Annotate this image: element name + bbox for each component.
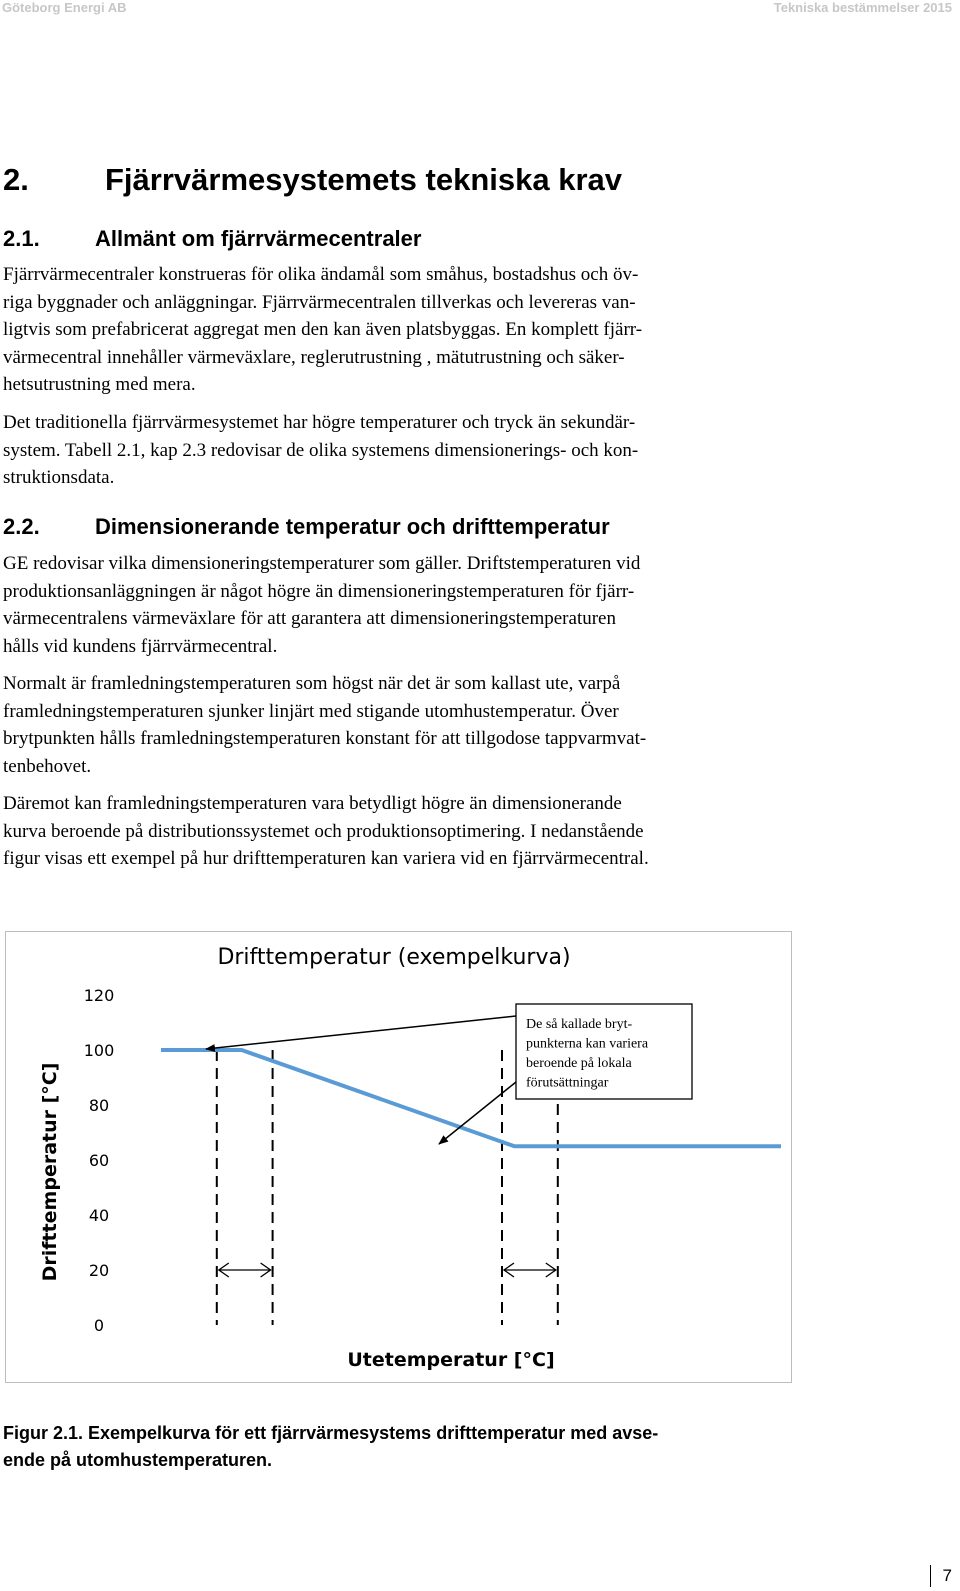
annotation-line: förutsättningar (526, 1075, 609, 1091)
page-number: 7 (930, 1565, 952, 1587)
subsection-heading-2-1 (3, 226, 421, 252)
y-tick-label: 120 (83, 986, 115, 1005)
figure-caption: Figur 2.1. Exempelkurva för ett fjärrvärmesystems drifttemperatur med avse- ende på utomhustemperaturen. (3, 1423, 659, 1470)
header-document-title: Tekniska bestämmelser 2015 (773, 0, 952, 15)
annotation-arrow (206, 1016, 516, 1049)
section-heading (3, 162, 622, 198)
subsection-number: 2.1. (3, 226, 40, 251)
section-number: 2. (3, 162, 29, 197)
paragraph: Normalt är framledningstemperaturen som högst när det är som kallast ute, varpå framledningstemperaturen sjunker linjärt med stigande utomhustemperatur. Över brytpunkten hålls framledningstemperaturen konstant för att tillgodose tappvarmvat- tenbehovet. (3, 673, 647, 777)
y-tick-label: 0 (93, 1316, 105, 1335)
subsection-heading-2-2 (3, 514, 610, 540)
y-tick-label: 100 (83, 1041, 115, 1060)
subsection-title: Allmänt om fjärrvärmecentraler (95, 226, 422, 251)
paragraph: Fjärrvärmecentraler konstrueras för olika ändamål som småhus, bostadshus och öv- riga byggnader och anläggningar. Fjärrvärmecentralen tillverkas och levereras van- ligtvis som prefabricerat aggregat men den kan även platsbyggas. En komplett fjärr- värmecentral innehåller värmeväxlare, reglerutrustning , mätutrustning och säker- hetsutrustning med mera. (3, 264, 643, 395)
y-tick-label: 20 (88, 1261, 110, 1280)
chart-title: Drifttemperatur (exempelkurva) (217, 945, 571, 970)
paragraph: Däremot kan framledningstemperaturen vara betydligt högre än dimensionerande kurva beroende på distributionssystemet och produktionsoptimering. I nedanstående figur visas ett exempel på hur drifttemperaturen kan variera vid en fjärrvärmecentral. (3, 793, 649, 869)
section-title: Fjärrvärmesystemets tekniska krav (105, 162, 623, 197)
drifttemperatur-chart (6, 932, 791, 1382)
paragraph: Det traditionella fjärrvärmesystemet har högre temperaturer och tryck än sekundär- system. Tabell 2.1, kap 2.3 redovisar de olika systemens dimensionerings- och kon- struktionsdata. (3, 412, 639, 488)
header-company: Göteborg Energi AB (2, 0, 127, 15)
x-axis-label: Utetemperatur [°C] (347, 1349, 555, 1371)
y-tick-label: 60 (88, 1151, 110, 1170)
subsection-number: 2.2. (3, 514, 40, 539)
y-axis-label: Drifttemperatur [°C] (39, 1062, 61, 1282)
paragraph: GE redovisar vilka dimensioneringstemperaturer som gäller. Driftstemperaturen vid produktionsanläggningen är något högre än dimensioneringstemperaturen för fjärr- värmecentralens värmeväxlare för att garantera att dimensioneringstemperaturen hålls vid kundens fjärrvärmecentral. (3, 553, 641, 657)
annotation-line: punkterna kan variera (526, 1036, 649, 1052)
chart-container (5, 931, 792, 1383)
annotation-line: beroende på lokala (526, 1056, 632, 1071)
y-tick-label: 40 (88, 1206, 110, 1225)
y-tick-label: 80 (88, 1096, 110, 1115)
annotation-line: De så kallade bryt- (526, 1017, 633, 1032)
subsection-title: Dimensionerande temperatur och drifttemperatur (95, 514, 610, 539)
